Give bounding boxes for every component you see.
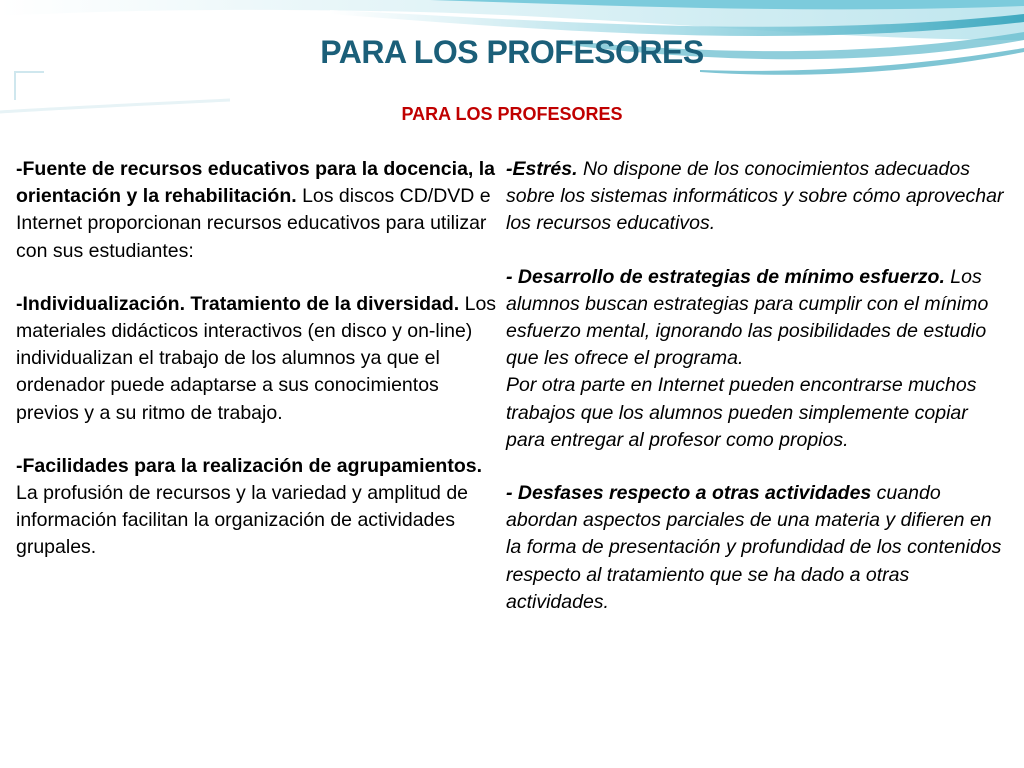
- page-title: PARA LOS PROFESORES: [320, 34, 704, 70]
- list-item: [16, 453, 506, 562]
- list-item: [506, 480, 1006, 616]
- list-item: [506, 372, 1006, 454]
- item-body: La profusión de recursos y la variedad y amplitud de información facilitan la organización de actividades grupales.: [16, 482, 469, 559]
- left-column: [16, 156, 506, 588]
- section-subtitle: PARA LOS PROFESORES: [401, 104, 623, 124]
- list-item: [506, 264, 1006, 373]
- list-item: [506, 156, 1006, 238]
- item-heading: -Estrés.: [506, 158, 578, 180]
- list-item: [16, 156, 506, 265]
- item-heading: - Desarrollo de estrategias de mínimo esfuerzo.: [506, 265, 945, 288]
- item-body: Los alumnos buscan estrategias para cumplir con el mínimo esfuerzo mental, ignorando las posibilidades de estudio que les ofrece el programa.: [506, 265, 989, 370]
- list-item: [16, 291, 506, 427]
- item-heading: -Facilidades para la realización de agrupamientos.: [16, 454, 482, 477]
- item-heading: - Desfases respecto a otras actividades: [506, 482, 872, 505]
- item-heading: -Fuente de recursos educativos para la docencia, la orientación y la rehabilitación.: [16, 158, 496, 208]
- item-body: Por otra parte en Internet pueden encontrarse muchos trabajos que los alumnos pueden simplemente copiar para entregar al profesor como propios.: [506, 374, 977, 451]
- item-heading: -Individualización. Tratamiento de la diversidad.: [16, 292, 460, 315]
- item-body: Los materiales didácticos interactivos (en disco y on-line) individualizan el trabajo de los alumnos ya que el ordenador puede adaptarse a sus conocimientos previos y a su ritmo de trabajo.: [16, 292, 497, 424]
- item-body: Los discos CD/DVD e Internet proporcionan recursos educativos para utilizar con sus estudiantes:: [16, 185, 491, 262]
- item-body: No dispone de los conocimientos adecuados sobre los sistemas informáticos y sobre cómo aprovechar los recursos educativos.: [506, 158, 1004, 235]
- item-body: cuando abordan aspectos parciales de una materia y difieren en la forma de presentación y profundidad de los contenidos respecto al tratamiento que se ha dado a otras actividades.: [506, 482, 1002, 613]
- right-column: [506, 156, 1006, 642]
